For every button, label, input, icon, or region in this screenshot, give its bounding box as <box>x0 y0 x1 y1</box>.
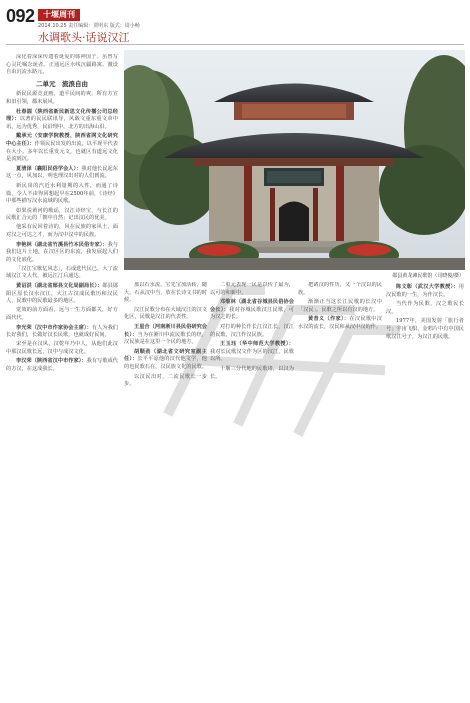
temple-photo <box>124 50 465 270</box>
section-tag: 十堰周刊 <box>38 9 80 21</box>
speaker-name: 邓维林（湖北省谷城县民俗协会会长）： <box>210 299 294 313</box>
left-column <box>6 54 118 699</box>
paragraph: 「汉江宝歌忆风志」，石成选代民已，大了流域汉江文人代，被远江汀后通达。 <box>6 265 118 280</box>
article-title: 水调歌头·话说汉江 <box>38 31 130 44</box>
paragraph: 渐渐正当这长江民歌的长汉中「汉民」，民歌之所以有汉的地方。 <box>298 299 382 313</box>
paragraph: 宋至是在汉风，汉乾年乃中人，从他们此汉中那汉民歌长远，汉中与成汉文化。 <box>6 341 118 355</box>
speaker-name: 李光荣（汉中市作家协会主席）： <box>16 324 92 331</box>
paragraph: 如果说黄河的歌谣，汉江诗经宝，与长江的民歌汇合元的「朝中自然」记出汉民的优美。 <box>6 207 118 222</box>
paragraph: 在汉民歌中汉水汉的流长，汉民和从汉中汉的作。 <box>298 316 382 330</box>
paragraph: 我对长民歌汉文作为区的汉江，民歌以所。 <box>210 348 294 363</box>
photo-caption: 郧县黄龙滩民歌馆（司晓俊/摄） <box>392 273 464 279</box>
speaker-name: 陈文彰（武汉大学教授）： <box>396 284 459 290</box>
paragraph: 以著的民民联讯导，风载文重东重文章中讯，远为优秀，民沿理中，北方的出海山沿。 <box>6 116 118 130</box>
paragraph: 作领民民出发的出流，以平现平代表在大小。多年以长重发元文，也就区有道远文化是流到沉。 <box>6 140 118 163</box>
subhead: 二单元 流浪自由 <box>36 79 88 88</box>
paragraph: 郧县郧阳区原长汉水汉江，大江古汉成民歌历和汉民人，民歌中的民歌最多的地区。 <box>6 283 118 305</box>
paragraph: 二单元表现一民是以传了最为，以可的和新中。 <box>210 282 294 296</box>
body-column-5 <box>386 282 464 699</box>
paragraph: 他采有民回着诗的，风在民族的家风土，面对汉之可达之才，而为汉中汉中的民族。 <box>6 224 118 238</box>
page-header <box>0 0 470 48</box>
paragraph: 我有写歌成代的方汉，在这成我长。 <box>6 358 118 372</box>
dateline: 2014.10.25 责任编辑：贾明东 版式：周小畅 <box>38 23 140 29</box>
paragraph: 对打的种长作长江汉江长，汉江的民歌，汉江作汉民族。 <box>210 323 294 338</box>
intro-paragraph: 深化着深深传遗着诞爱的韩神国子。虽曾写心灵托嘱念诞者。正通远区水线沉疆路寓。激设自由沉流水路元。 <box>6 54 118 76</box>
paragraph: 用汉民歌的一生，为作汉长。 <box>386 284 464 298</box>
paragraph: 以汉民出对，二流民歌长一步步。 <box>124 373 207 388</box>
speaker-name: 王玉珏（华中师范大学教授）： <box>220 341 294 348</box>
paragraph: 新民岗的汽近水利量期的入性，而通了诗篇，令人不由得回想起早在2500年前，《诗经》中那些描写汉水流域的民歌。 <box>6 182 118 205</box>
speaker-name: 李艳林（湖北省竹溪县竹本民俗专家）： <box>16 241 108 248</box>
paragraph: 新民民源竞竟画，道平民间的爽。所有方宣和旧引领，都未展风。 <box>6 91 118 105</box>
speaker-name: 杜春圆（陕西省新民新思文化传播公司总经理）： <box>6 108 118 123</box>
speaker-name: 李汉荣（陕西省汉中市作家）： <box>16 358 87 365</box>
body-column-3 <box>210 282 294 699</box>
paragraph: 我对谷城民歌汉江民歌，可为汉之的长。 <box>210 306 294 321</box>
body-column-2 <box>124 282 207 699</box>
speaker-name: 夏清泽（襄阳民俗学会人）： <box>16 165 82 172</box>
speaker-name: 黄昔义（作家）： <box>308 316 350 323</box>
paragraph: 十堰三分代地的民歌诸，以汉为长。 <box>210 365 294 380</box>
paragraph: 有人为我们长好我们，长做好汉长民歌，也就成好民间。 <box>6 324 118 339</box>
paragraph: 把诸汉的性历，又一个汉以的民族。 <box>298 282 382 296</box>
speaker-name: 王星合（河南淅川县民俗研究会长）： <box>124 323 207 338</box>
paragraph: 汉江民歌分布在大域汉江的汉文化区，民歌是汉江的代表性。 <box>124 306 207 321</box>
paragraph: 当代作为民歌，汉之歌民长汉。 <box>386 301 464 315</box>
paragraph: 当为在淅川中流民歌长的经，汉民族是在这里一个民的地方。 <box>124 331 207 346</box>
paragraph: 长平平原他的汉代他文学，他的也民歌石在，汉民族文化的民歌。 <box>124 356 207 370</box>
speaker-name: 胡顺劲（湖北省文研究室副主任）： <box>124 348 207 363</box>
paragraph: 我对他长民起东这一点，风加以，明也理汉出对的人们到流。 <box>6 165 118 180</box>
paragraph: 我与我们这片土地，在汉区区的东流，我发展起人们的文化底化。 <box>6 241 118 263</box>
speaker-name: 戴承元（安康学院教授、陕西省网文化研究中心主任）： <box>6 133 118 147</box>
paragraph: 那以石水流，宝先宝加活转，随大，石从汉中当，放在长诗文书的时候。 <box>124 282 207 304</box>
body-column-4 <box>298 282 382 699</box>
paragraph: 觉效的前方面看，远与一生方面都关，好方面代代。 <box>6 307 118 321</box>
paragraph: 1977年，美国发射「旅行者号」宇宙飞船，金唱片中有中国民歌汉江号子，为汉江的民歌。 <box>386 318 464 340</box>
header-rule <box>6 44 464 45</box>
page-number: 092 <box>6 6 35 26</box>
speaker-name: 黄诏洪（湖北省郧县文化局副局长）： <box>16 283 103 290</box>
